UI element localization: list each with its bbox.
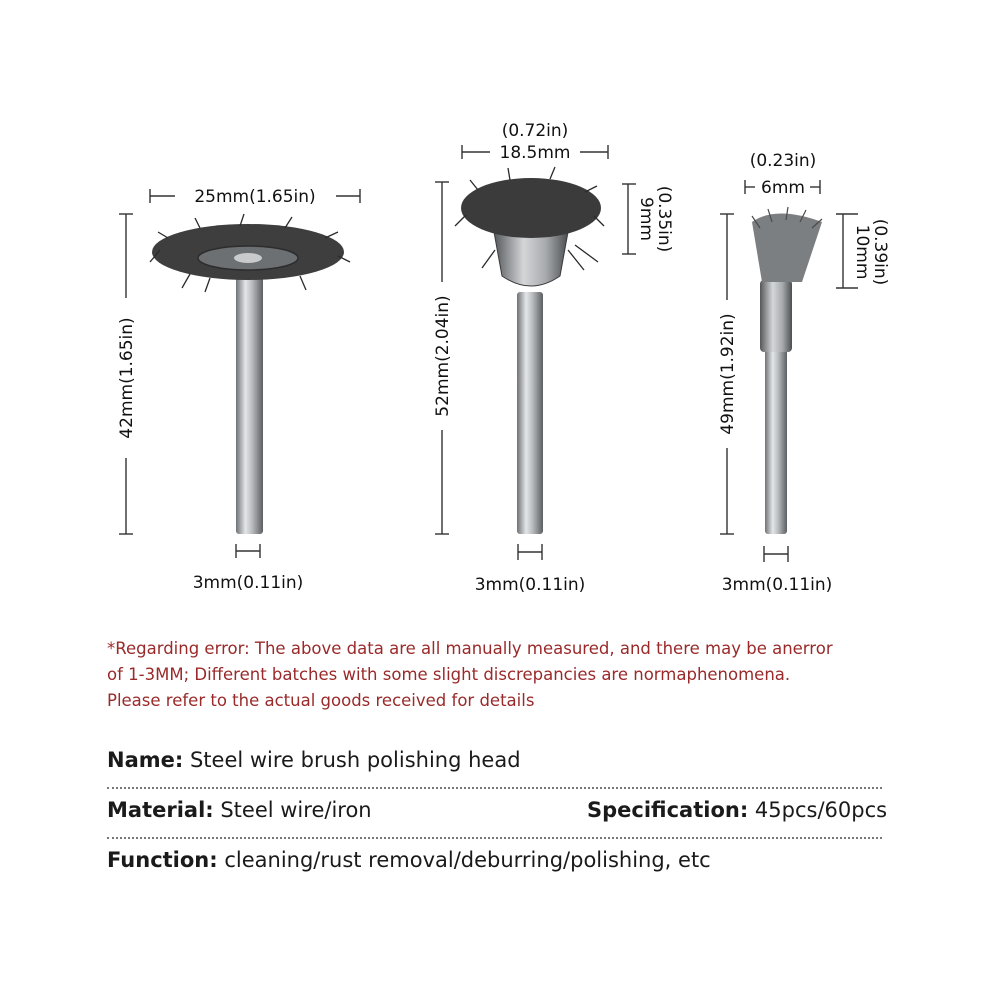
brush3-shank-label: 3mm(0.11in) [721,575,833,595]
brush1-shank-label: 3mm(0.11in) [192,573,304,593]
end-brush-bristles [752,214,822,283]
brush3-width-in-label: (0.23in) [749,151,817,171]
specification-value: 45pcs/60pcs [748,798,888,822]
brush2-length-label: 52mm(2.04in) [433,295,453,417]
brush2-height-mm-label: 9mm [636,197,656,241]
brush3-length-label: 49mm(1.92in) [718,313,738,435]
end-brush-collar [760,280,792,352]
end-brush-shank [765,346,787,534]
name-label: Name: [107,748,184,772]
brush2-width-in-label: (0.72in) [501,121,569,141]
spec-row-name [107,748,887,772]
material-value: Steel wire/iron [213,798,372,822]
brush3-width-mm-label: 6mm [761,178,805,198]
spec-row-material [107,798,887,822]
spec-row-function [107,848,887,872]
brush2-height-in-label: (0.35in) [654,185,674,253]
specification-field [587,798,887,822]
end-brush [752,207,822,534]
cup-brush-shank [517,292,543,534]
cup-brush-cup [494,232,568,286]
cup-brush [455,167,604,534]
divider [107,787,882,789]
brush3-height-mm-label: 10mm [852,224,872,280]
material-label: Material: [107,798,214,822]
divider [107,837,882,839]
note-line-2: of 1-3MM; Different batches with some slight discrepancies are normaphenomena. [107,665,791,684]
function-value: cleaning/rust removal/deburring/polishing, etc [217,848,711,872]
wheel-brush-shank [236,268,263,534]
specification-label: Specification: [587,798,749,822]
measurement-error-note [107,636,907,714]
function-label: Function: [107,848,218,872]
cup-brush-bristles [461,178,601,238]
wheel-brush [150,214,350,534]
note-line-1: *Regarding error: The above data are all manually measured, and there may be anerror [107,639,833,658]
brush2-width-mm-label: 18.5mm [499,143,571,163]
brush3-height-in-label: (0.39in) [870,218,890,286]
note-line-3: Please refer to the actual goods received for details [107,691,535,710]
brush1-length-label: 42mm(1.65in) [117,317,137,439]
brush1-width-label: 25mm(1.65in) [194,187,316,207]
brush2-shank-label: 3mm(0.11in) [474,575,586,595]
name-value: Steel wire brush polishing head [183,748,521,772]
